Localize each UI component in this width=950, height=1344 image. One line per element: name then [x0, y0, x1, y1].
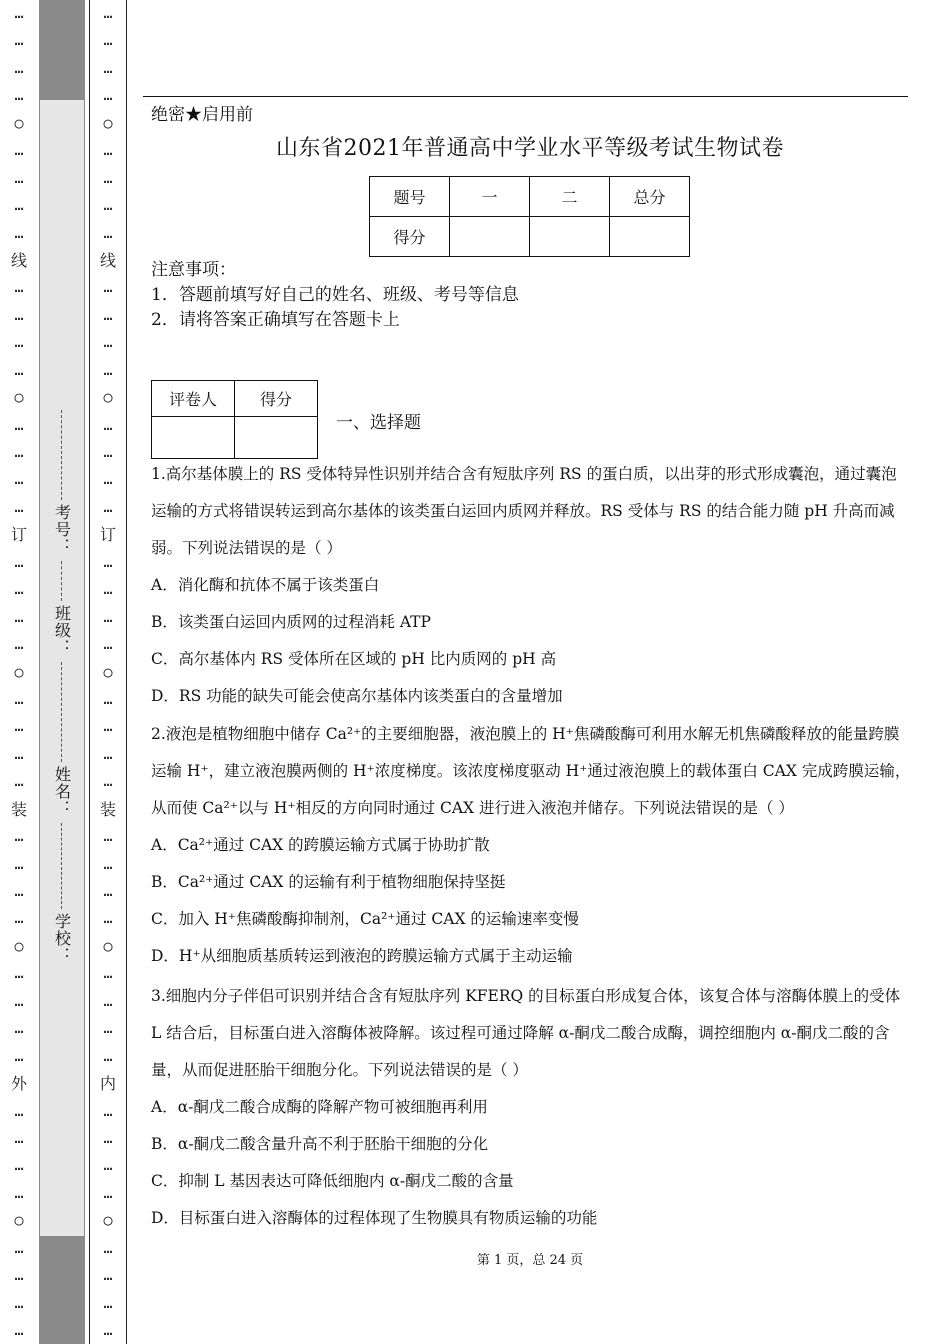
binding-dots: … — [103, 827, 113, 846]
binding-dots: … — [103, 443, 113, 461]
binding-label: 订 — [10, 525, 27, 545]
binding-dots: … — [103, 333, 113, 352]
binding-dots: … — [14, 1321, 24, 1339]
binding-dots: … — [103, 991, 113, 1010]
school-field[interactable]: 学校： — [51, 823, 74, 970]
binding-dots: … — [103, 196, 113, 215]
binding-dots: … — [103, 580, 113, 599]
binding-dots: … — [14, 635, 24, 654]
binding-dots: … — [14, 58, 24, 77]
binding-dots: … — [14, 470, 24, 489]
binding-dots: … — [103, 1293, 113, 1312]
binding-dots: … — [14, 964, 24, 983]
binding-dots: … — [103, 4, 113, 22]
binding-dots: … — [14, 443, 24, 461]
binding-circle: ○ — [14, 388, 24, 407]
binding-dots: … — [103, 689, 113, 708]
question-stem: 1.高尔基体膜上的 RS 受体特异性识别并结合含有短肽序列 RS 的蛋白质，以出芽的形式形成囊泡，通过囊泡运输的方式将错误转运到高尔基体的该类蛋白运回内质网并释放。RS 受体与 RS 的结合能力随 pH 升高而减弱。下列说法错误的是（ ） — [151, 465, 897, 557]
binding-dots: … — [14, 854, 24, 873]
question-option[interactable]: A．消化酶和抗体不属于该类蛋白 — [151, 576, 380, 594]
score-input-cell[interactable] — [610, 217, 690, 257]
grader-header: 评卷人 — [152, 381, 235, 417]
score-table-score-row — [370, 217, 690, 257]
score-cell: 题号 — [370, 177, 450, 217]
binding-dots: … — [103, 744, 113, 763]
binding-circle: ○ — [103, 388, 113, 407]
binding-dots: … — [14, 827, 24, 846]
strip-dark-top — [40, 0, 84, 100]
binding-dots: … — [14, 1156, 24, 1175]
binding-dots: … — [103, 305, 113, 324]
binding-label: 外 — [10, 1074, 27, 1094]
binding-label: 内 — [99, 1074, 116, 1094]
binding-dots: … — [103, 1183, 113, 1202]
binding-dots: … — [14, 744, 24, 763]
binding-dots: … — [103, 31, 113, 50]
name-field[interactable]: 姓名： — [51, 662, 74, 823]
binding-dots: … — [103, 1046, 113, 1065]
binding-dots: … — [103, 717, 113, 736]
binding-dots: … — [14, 717, 24, 736]
binding-dots: … — [103, 1128, 113, 1147]
binding-dots: … — [14, 141, 24, 160]
page-title: 山东省2021年普通高中学业水平等级考试生物试卷 — [276, 136, 784, 161]
binding-dots: … — [14, 909, 24, 928]
binding-dots: … — [14, 360, 24, 379]
binding-dots: … — [103, 1238, 113, 1257]
binding-label: 装 — [10, 799, 27, 819]
binding-dots: … — [14, 1019, 24, 1038]
binding-dots: … — [14, 497, 24, 516]
section-title: 一、选择题 — [336, 413, 421, 433]
binding-dots: … — [103, 223, 113, 242]
outer-binding-column — [0, 0, 38, 1344]
binding-dots: … — [14, 1238, 24, 1257]
binding-dots: … — [103, 1321, 113, 1339]
binding-dots: … — [14, 168, 24, 187]
score-cell: 二 — [530, 177, 610, 217]
notice-item: 1．答题前填写好自己的姓名、班级、考号等信息 — [151, 285, 519, 305]
binding-dots: … — [103, 168, 113, 187]
binding-dots: … — [103, 1019, 113, 1038]
binding-label: 线 — [99, 250, 116, 270]
binding-dots: … — [14, 1293, 24, 1312]
question-option[interactable]: B．α-酮戊二酸含量升高不利于胚胎干细胞的分化 — [151, 1135, 489, 1153]
notice-block — [151, 258, 519, 333]
binding-dots: … — [14, 882, 24, 900]
score-cell: 一 — [450, 177, 530, 217]
binding-dots: … — [103, 964, 113, 983]
binding-label: 订 — [99, 525, 116, 545]
binding-dots: … — [14, 1101, 24, 1120]
score-input-cell[interactable] — [530, 217, 610, 257]
question-option[interactable]: A．α-酮戊二酸合成酶的降解产物可被细胞再利用 — [151, 1098, 488, 1116]
score-cell: 得分 — [370, 217, 450, 257]
binding-circle: ○ — [14, 936, 24, 955]
binding-dots: … — [103, 552, 113, 571]
binding-dots: … — [103, 882, 113, 900]
binding-dots: … — [14, 580, 24, 599]
binding-circle: ○ — [103, 936, 113, 955]
binding-dots: … — [103, 635, 113, 654]
secret-label: 绝密★启用前 — [151, 105, 253, 125]
question-option[interactable]: C．加入 H⁺焦磷酸酶抑制剂，Ca²⁺通过 CAX 的运输速率变慢 — [151, 910, 579, 928]
binding-circle: ○ — [103, 662, 113, 681]
inner-binding-column — [89, 0, 127, 1344]
grader-input-cell[interactable] — [235, 417, 318, 459]
binding-dots: … — [103, 1156, 113, 1175]
binding-dots: … — [14, 1183, 24, 1202]
question-option[interactable]: A．Ca²⁺通过 CAX 的跨膜运输方式属于协助扩散 — [151, 836, 490, 854]
binding-circle: ○ — [14, 662, 24, 681]
grader-header: 得分 — [235, 381, 318, 417]
grader-table — [151, 380, 318, 459]
student-info-fields — [44, 410, 80, 970]
question-stem: 3.细胞内分子伴侣可识别并结合含有短肽序列 KFERQ 的目标蛋白形成复合体，该复合体与溶酶体膜上的受体 L 结合后，目标蛋白进入溶酶体被降解。该过程可通过降解 α-酮戊二酸合成酶，调控细胞内 α-酮戊二酸的含量，从而促进胚胎干细胞分化。下列说法错误的是（ ） — [151, 987, 901, 1079]
page-footer: 第 1 页，总 24 页 — [476, 1253, 584, 1268]
binding-circle: ○ — [14, 1211, 24, 1230]
question-2 — [151, 716, 911, 975]
question-3 — [151, 978, 911, 1237]
binding-dots: … — [14, 223, 24, 242]
binding-dots: … — [103, 607, 113, 626]
binding-dots: … — [14, 1266, 24, 1285]
binding-dots: … — [14, 772, 24, 791]
binding-dots: … — [14, 991, 24, 1010]
question-option[interactable]: C．高尔基体内 RS 受体所在区域的 pH 比内质网的 pH 高 — [151, 650, 557, 668]
binding-dots: … — [103, 772, 113, 791]
binding-dots: … — [103, 854, 113, 873]
notice-heading: 注意事项： — [151, 260, 236, 280]
binding-dots: … — [103, 278, 113, 297]
question-option[interactable]: B．Ca²⁺通过 CAX 的运输有利于植物细胞保持坚挺 — [151, 873, 506, 891]
exam-number-field[interactable]: 考号： — [51, 410, 74, 561]
binding-dots: … — [14, 552, 24, 571]
notice-item: 2．请将答案正确填写在答题卡上 — [151, 310, 400, 330]
binding-dots: … — [14, 1046, 24, 1065]
score-cell: 总分 — [610, 177, 690, 217]
score-input-cell[interactable] — [450, 217, 530, 257]
header-rule — [143, 96, 908, 97]
binding-dots: … — [14, 196, 24, 215]
score-table — [369, 176, 690, 257]
question-option[interactable]: C．抑制 L 基因表达可降低细胞内 α-酮戊二酸的含量 — [151, 1172, 514, 1190]
binding-label: 线 — [10, 250, 27, 270]
question-option[interactable]: D．目标蛋白进入溶酶体的过程体现了生物膜具有物质运输的功能 — [151, 1209, 598, 1227]
binding-dots: … — [103, 415, 113, 434]
binding-dots: … — [14, 4, 24, 22]
binding-dots: … — [103, 470, 113, 489]
binding-dots: … — [103, 86, 113, 105]
binding-circle: ○ — [103, 1211, 113, 1230]
binding-dots: … — [103, 909, 113, 928]
question-option[interactable]: D．H⁺从细胞质基质转运到液泡的跨膜运输方式属于主动运输 — [151, 947, 573, 965]
binding-dots: … — [14, 333, 24, 352]
binding-circle: ○ — [103, 113, 113, 132]
question-stem: 2.液泡是植物细胞中储存 Ca²⁺的主要细胞器，液泡膜上的 H⁺焦磷酸酶可利用水解无机焦磷酸释放的能量跨膜运输 H⁺，建立液泡膜两侧的 H⁺浓度梯度。该浓度梯度驱动 H⁺通过液泡膜上的载体蛋白 CAX 完成跨膜运输，从而使 Ca²⁺以与 H⁺相反的方向同时通过 CAX 进行进入液泡并储存。下列说法错误的是（ ） — [151, 725, 911, 817]
question-1 — [151, 456, 911, 715]
binding-dots: … — [103, 497, 113, 516]
binding-dots: … — [14, 86, 24, 105]
binding-dots: … — [14, 31, 24, 50]
binding-dots: … — [103, 1101, 113, 1120]
binding-circle: ○ — [14, 113, 24, 132]
binding-dots: … — [14, 305, 24, 324]
class-field[interactable]: 班级： — [51, 561, 74, 662]
binding-dots: … — [14, 278, 24, 297]
binding-dots: … — [103, 58, 113, 77]
binding-label: 装 — [99, 799, 116, 819]
binding-dots: … — [103, 141, 113, 160]
binding-dots: … — [14, 415, 24, 434]
question-option[interactable]: B．该类蛋白运回内质网的过程消耗 ATP — [151, 613, 431, 631]
question-option[interactable]: D．RS 功能的缺失可能会使高尔基体内该类蛋白的含量增加 — [151, 687, 563, 705]
binding-dots: … — [103, 1266, 113, 1285]
grader-input-cell[interactable] — [152, 417, 235, 459]
binding-dots: … — [14, 1128, 24, 1147]
binding-dots: … — [103, 360, 113, 379]
binding-dots: … — [14, 607, 24, 626]
score-table-header-row — [370, 177, 690, 217]
binding-dots: … — [14, 689, 24, 708]
